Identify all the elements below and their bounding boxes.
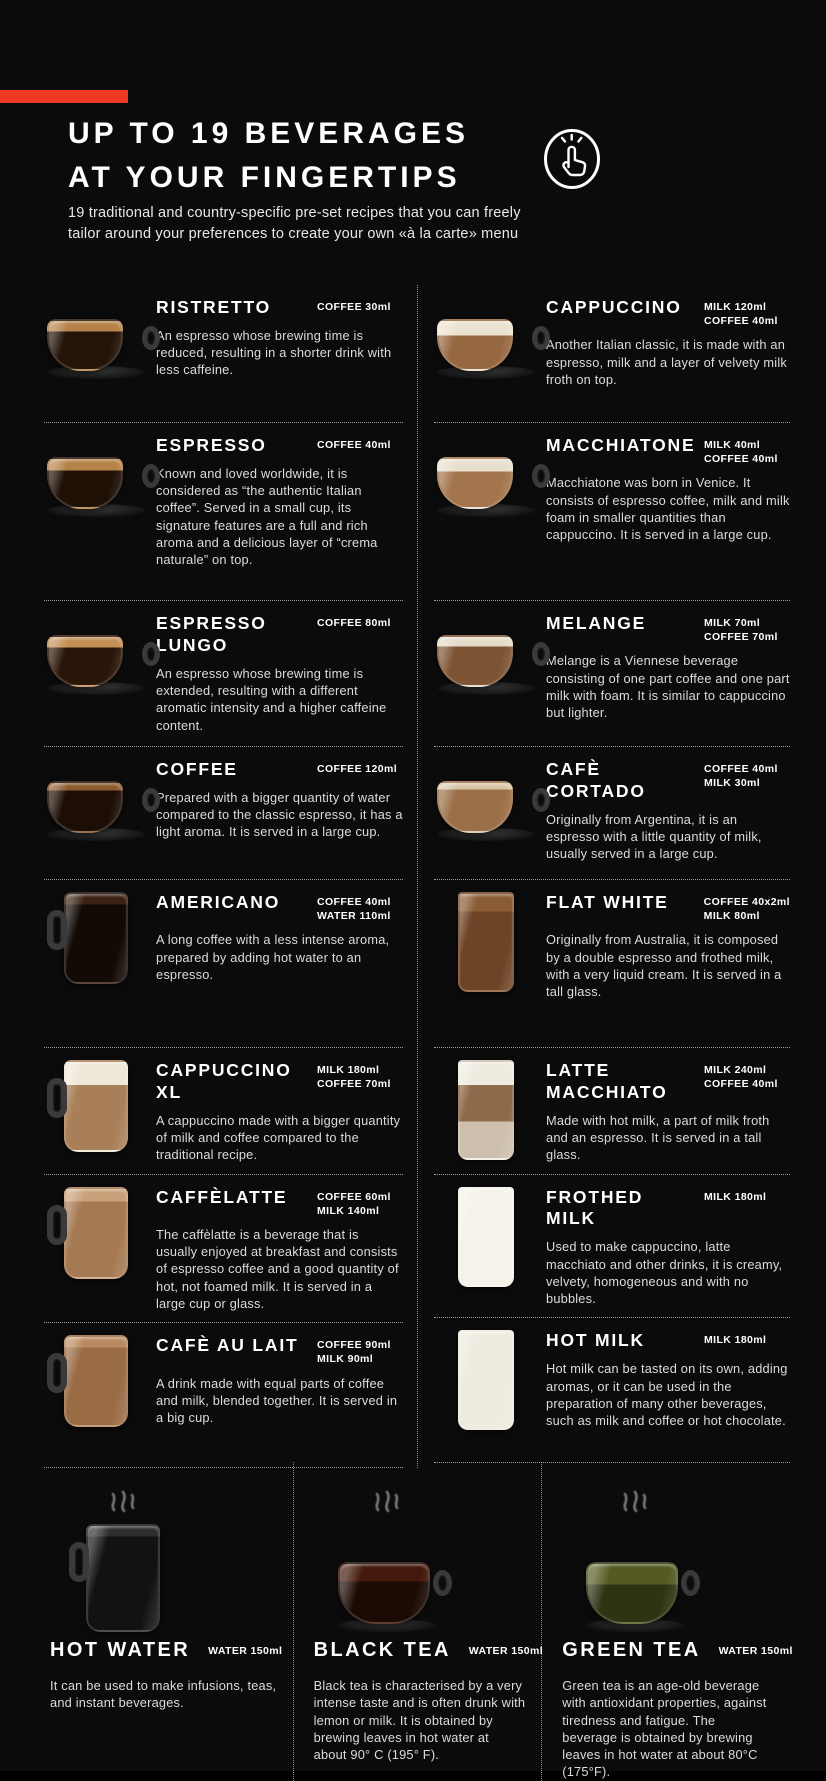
quantity-line: COFFEE 70ml — [317, 1078, 391, 1091]
beverage-quantities — [208, 1644, 282, 1658]
beverage-name: CAPPUCCINO — [546, 297, 682, 317]
cup-illustration — [47, 457, 145, 517]
beverage-name: BLACK TEA — [313, 1639, 451, 1661]
beverage-text — [156, 1335, 403, 1426]
beverage-description: An espresso whose brewing time is extended, resulting with a different aromatic intensity and a higher caffeine content. — [156, 665, 387, 733]
quantity-line: MILK 180ml — [704, 1334, 767, 1347]
cup-body — [47, 457, 123, 509]
quantity-line: COFFEE 40ml — [317, 896, 391, 908]
beverage-quantities — [704, 895, 790, 923]
quantity-line: COFFEE 30ml — [317, 301, 391, 313]
cup-illustration — [437, 635, 535, 695]
beverage-description: Green tea is an age-old beverage with antioxidant properties, against tiredness and fatigue. The beverage is obtained by brewing leaves in hot water at about 80°C (175°F). — [562, 1678, 767, 1780]
cappuccino-xl-card — [44, 1048, 403, 1175]
cup-body — [64, 892, 128, 984]
quantity-line: COFFEE 40ml — [317, 439, 391, 451]
quantity-line: COFFEE 60ml — [317, 1190, 391, 1203]
beverage-description: Originally from Australia, it is composed by a double espresso and frothed milk, with a very liquid cream. It is served in a tall glass. — [546, 932, 782, 1000]
cup-body — [458, 892, 514, 992]
quantity-line: WATER 110ml — [317, 910, 391, 923]
cup-illustration — [64, 1187, 128, 1279]
beverage-name: COFFEE — [156, 759, 238, 779]
beverage-header — [562, 1638, 793, 1663]
cafe-au-lait-card — [44, 1323, 403, 1468]
frothed-milk-card — [434, 1175, 790, 1319]
beverage-header — [156, 297, 403, 319]
quantity-line: COFFEE 40ml — [704, 453, 778, 466]
steam-icon — [357, 1468, 417, 1512]
beverage-text — [156, 1187, 403, 1313]
beverage-name: LATTE MACCHIATO — [546, 1060, 668, 1102]
beverage-description: Made with hot milk, a part of milk froth and an espresso. It is served in a tall glass. — [546, 1112, 770, 1163]
beverage-name: CAFÈ CORTADO — [546, 759, 646, 801]
flat-white-cup-icon — [434, 892, 538, 992]
cup-handle — [142, 326, 160, 350]
quantity-line: COFFEE 90ml — [317, 1339, 391, 1352]
caffelatte-cup-icon — [44, 1187, 148, 1279]
cappuccino-cup-icon — [434, 297, 538, 379]
beverage-header — [546, 1330, 790, 1352]
green-tea-cup-icon — [570, 1468, 700, 1632]
cup-illustration — [437, 457, 535, 517]
beverage-header — [156, 1060, 403, 1104]
hot-milk-cup-icon — [434, 1330, 538, 1430]
beverage-name: FLAT WHITE — [546, 892, 669, 912]
quantity-line: COFFEE 40ml — [704, 763, 778, 775]
beverage-name: GREEN TEA — [562, 1639, 701, 1661]
cup-body — [64, 1187, 128, 1279]
cafe-au-lait-cup-icon — [44, 1335, 148, 1427]
beverage-header — [156, 759, 403, 781]
touch-icon — [543, 124, 601, 190]
cup-illustration — [86, 1524, 160, 1632]
beverage-description: Known and loved worldwide, it is considered as “the authentic Italian coffee”. Served in a small cup, its signature features are a full and rich aroma and a delicious layer of “crema naturale” on top. — [156, 465, 378, 568]
beverage-text — [156, 1060, 403, 1164]
beverage-text — [156, 759, 403, 841]
cup-illustration — [64, 892, 128, 984]
beverage-name: HOT WATER — [50, 1639, 191, 1661]
beverage-header — [50, 1638, 283, 1663]
beverage-quantities — [704, 1333, 790, 1347]
ristretto-cup-icon — [44, 297, 148, 379]
page-title-line2: AT YOUR FINGERTIPS — [68, 160, 461, 194]
quantity-line: MILK 120ml — [704, 301, 767, 313]
beverage-name: CAFÈ AU LAIT — [156, 1335, 299, 1356]
cup-body — [458, 1330, 514, 1430]
beverage-header — [156, 1335, 403, 1366]
page-title-line1: UP TO 19 BEVERAGES — [68, 117, 470, 150]
beverage-quantities — [317, 438, 403, 452]
cup-illustration — [458, 892, 514, 992]
beverage-text — [562, 1638, 793, 1781]
cappuccino-card — [434, 285, 790, 423]
cup-handle — [47, 910, 67, 950]
beverage-description: An espresso whose brewing time is reduced, resulting in a shorter drink with less caffeine. — [156, 327, 392, 378]
beverage-name: AMERICANO — [156, 892, 281, 912]
americano-card — [44, 880, 403, 1048]
cup-handle — [532, 326, 550, 350]
beverage-quantities — [317, 616, 403, 630]
beverage-description: Originally from Argentina, it is an espresso with a little quantity of milk, usually served in a large cup. — [546, 811, 762, 862]
beverage-name: MELANGE — [546, 613, 647, 633]
hot-water-cup-icon — [58, 1468, 188, 1632]
ristretto-card — [44, 285, 403, 423]
espresso-lungo-card — [44, 601, 403, 747]
beverage-text — [156, 613, 403, 734]
beverage-column-left — [44, 285, 417, 1468]
cup-handle — [681, 1570, 700, 1596]
black-tea-cup-icon — [322, 1468, 452, 1632]
frothed-milk-cup-icon — [434, 1187, 538, 1287]
hot-milk-card — [434, 1318, 790, 1463]
beverage-description: Used to make cappuccino, latte macchiato and other drinks, it is creamy, velvety, homogeneous and with no bubbles. — [546, 1239, 783, 1307]
quantity-line: MILK 80ml — [703, 910, 760, 923]
beverage-quantities — [704, 1190, 790, 1204]
beverage-name: MACCHIATONE — [546, 435, 696, 455]
beverage-text — [546, 1330, 790, 1429]
beverage-quantities — [704, 438, 790, 466]
beverage-quantities — [704, 616, 790, 644]
green-tea-card — [541, 1462, 793, 1781]
cup-illustration — [64, 1060, 128, 1152]
quantity-line: COFFEE 40ml — [704, 1078, 778, 1091]
beverage-text — [546, 297, 790, 388]
cup-handle — [142, 464, 160, 488]
beverage-description: It can be used to make infusions, teas, and instant beverages. — [50, 1678, 277, 1711]
beverage-description: Another Italian classic, it is made with an espresso, milk and a layer of velvety milk froth on top. — [546, 337, 787, 387]
cup-illustration — [64, 1335, 128, 1427]
macchiatone-cup-icon — [434, 435, 538, 517]
beverage-header — [546, 435, 790, 466]
page-subtitle: 19 traditional and country-specific pre-set recipes that you can freely tailor around your preferences to create your own «à la carte» menu — [68, 205, 521, 243]
cup-body — [64, 1060, 128, 1152]
beverage-description: Black tea is characterised by a very intense taste and is often drunk with lemon or milk. It is obtained by brewing leaves in hot water at about 90° C (195° F). — [313, 1678, 526, 1763]
cup-body — [86, 1524, 160, 1632]
beverage-quantities — [704, 1063, 790, 1091]
cup-body — [437, 781, 513, 833]
quantity-line: COFFEE 40x2ml — [703, 896, 790, 908]
beverage-header — [546, 1060, 790, 1104]
beverage-grid — [44, 285, 790, 1468]
cup-illustration — [47, 319, 145, 379]
beverage-description: Macchiatone was born in Venice. It consists of espresso coffee, milk and milk foam in smaller quantities than cappuccino. It is served in a large cup. — [546, 475, 790, 543]
beverage-quantities — [317, 300, 403, 314]
beverage-description: A drink made with equal parts of coffee and milk, blended together. It is served in a big cup. — [156, 1375, 398, 1426]
beverage-header — [546, 297, 790, 328]
beverage-column-right — [417, 285, 790, 1468]
latte-macchiato-card — [434, 1048, 790, 1175]
beverage-header — [156, 613, 403, 657]
beverage-name: RISTRETTO — [156, 297, 272, 317]
black-tea-card — [293, 1462, 542, 1781]
cafe-cortado-card — [434, 747, 790, 880]
beverage-description: A long coffee with a less intense aroma, prepared by adding hot water to an espresso. — [156, 932, 390, 982]
latte-macchiato-cup-icon — [434, 1060, 538, 1160]
beverage-header — [546, 613, 790, 644]
cup-body — [47, 319, 123, 371]
beverage-description: Hot milk can be tasted on its own, adding aromas, or it can be used in the preparation of many other beverages, such as milk and coffee or hot chocolate. — [546, 1361, 788, 1429]
beverage-text — [313, 1638, 544, 1763]
quantity-line: WATER 150ml — [468, 1645, 544, 1658]
cup-body — [437, 635, 513, 687]
espresso-lungo-cup-icon — [44, 613, 148, 695]
cup-body — [437, 319, 513, 371]
cup-illustration — [338, 1562, 436, 1632]
macchiatone-card — [434, 423, 790, 601]
beverage-description: A cappuccino made with a bigger quantity of milk and coffee compared to the traditional recipe. — [156, 1112, 401, 1163]
beverage-quantities — [469, 1644, 543, 1658]
cup-body — [338, 1562, 430, 1624]
coffee-cup-icon — [44, 759, 148, 841]
cup-handle — [47, 1205, 67, 1245]
cafe-cortado-cup-icon — [434, 759, 538, 841]
cup-handle — [142, 642, 160, 666]
cup-illustration — [458, 1060, 514, 1160]
beverage-description: Prepared with a bigger quantity of water compared to the classic espresso, it has a light aroma. It is served in a large cup. — [156, 789, 403, 840]
quantity-line: COFFEE 80ml — [317, 617, 391, 629]
cup-handle — [532, 642, 550, 666]
beverage-quantities — [317, 1063, 403, 1091]
steam-icon — [93, 1468, 153, 1512]
cup-handle — [47, 1353, 67, 1393]
cup-handle — [47, 1078, 67, 1118]
cup-handle — [69, 1542, 89, 1582]
flat-white-card — [434, 880, 790, 1048]
beverage-header — [546, 892, 790, 923]
beverage-header — [156, 892, 403, 923]
quantity-line: WATER 150ml — [718, 1645, 793, 1658]
cup-handle — [532, 464, 550, 488]
cup-body — [586, 1562, 678, 1624]
beverage-name: CAPPUCCINO XL — [156, 1060, 292, 1102]
quantity-line: MILK 140ml — [317, 1204, 380, 1217]
cup-illustration — [458, 1330, 514, 1430]
beverage-name: ESPRESSO — [156, 435, 267, 455]
beverage-header — [546, 759, 790, 803]
cappuccino-xl-cup-icon — [44, 1060, 148, 1152]
steam-icon — [605, 1468, 665, 1512]
coffee-card — [44, 747, 403, 880]
cup-illustration — [47, 781, 145, 841]
beverage-quantities — [317, 1338, 403, 1366]
quantity-line: COFFEE 40ml — [704, 315, 778, 328]
espresso-card — [44, 423, 403, 601]
caffelatte-card — [44, 1175, 403, 1324]
beverage-text — [156, 297, 403, 379]
cup-illustration — [458, 1187, 514, 1287]
melange-card — [434, 601, 790, 747]
quantity-line: MILK 70ml — [704, 617, 761, 629]
espresso-cup-icon — [44, 435, 148, 517]
americano-cup-icon — [44, 892, 148, 984]
beverage-text — [546, 1060, 790, 1164]
cup-handle — [532, 788, 550, 812]
beverage-description: Melange is a Viennese beverage consisting of one part coffee and one part milk with foam. It is similar to cappuccino but lighter. — [546, 653, 790, 721]
beverage-name: ESPRESSO LUNGO — [156, 613, 267, 655]
beverage-quantities — [317, 895, 403, 923]
beverage-header — [156, 435, 403, 457]
hot-water-card — [44, 1462, 293, 1781]
cup-illustration — [47, 635, 145, 695]
beverage-description: The caffèlatte is a beverage that is usually enjoyed at breakfast and consists of espresso coffee and a good quantity of hot, not foamed milk. It is served in a large cup or glass. — [156, 1226, 399, 1311]
cup-handle — [433, 1570, 452, 1596]
accent-bar — [0, 90, 128, 103]
quantity-line: MILK 40ml — [704, 439, 761, 451]
cup-handle — [142, 788, 160, 812]
beverage-header — [156, 1187, 403, 1218]
cup-illustration — [586, 1562, 684, 1632]
beverage-text — [546, 892, 790, 1000]
quantity-line: MILK 30ml — [704, 777, 761, 790]
beverage-header — [313, 1638, 544, 1663]
melange-cup-icon — [434, 613, 538, 695]
beverage-name: FROTHED MILK — [546, 1186, 644, 1229]
beverage-text — [546, 435, 790, 543]
quantity-line: MILK 90ml — [317, 1353, 374, 1366]
cup-illustration — [437, 781, 535, 841]
cup-illustration — [437, 319, 535, 379]
beverage-text — [156, 435, 403, 568]
beverage-text — [50, 1638, 283, 1712]
beverage-text — [546, 759, 790, 863]
cup-body — [437, 457, 513, 509]
beverage-header — [546, 1187, 790, 1231]
beverage-quantities — [317, 762, 403, 776]
quantity-line: MILK 240ml — [704, 1064, 767, 1076]
quantity-line: COFFEE 70ml — [704, 631, 778, 644]
quantity-line: WATER 150ml — [208, 1645, 283, 1658]
quantity-line: COFFEE 120ml — [317, 763, 398, 775]
beverage-quantities — [704, 300, 790, 328]
quantity-line: MILK 180ml — [704, 1190, 767, 1203]
beverage-bottom-row — [44, 1462, 793, 1781]
cup-body — [64, 1335, 128, 1427]
beverage-text — [546, 613, 790, 721]
beverage-text — [156, 892, 403, 983]
beverage-quantities — [704, 762, 790, 790]
beverage-quantities — [719, 1644, 793, 1658]
beverage-name: HOT MILK — [546, 1330, 645, 1351]
beverage-quantities — [317, 1190, 403, 1218]
cup-body — [458, 1060, 514, 1160]
cup-body — [47, 781, 123, 833]
page-title — [68, 112, 469, 199]
cup-body — [47, 635, 123, 687]
beverage-text — [546, 1187, 790, 1308]
beverage-name: CAFFÈLATTE — [156, 1186, 288, 1207]
cup-body — [458, 1187, 514, 1287]
quantity-line: MILK 180ml — [317, 1064, 380, 1076]
